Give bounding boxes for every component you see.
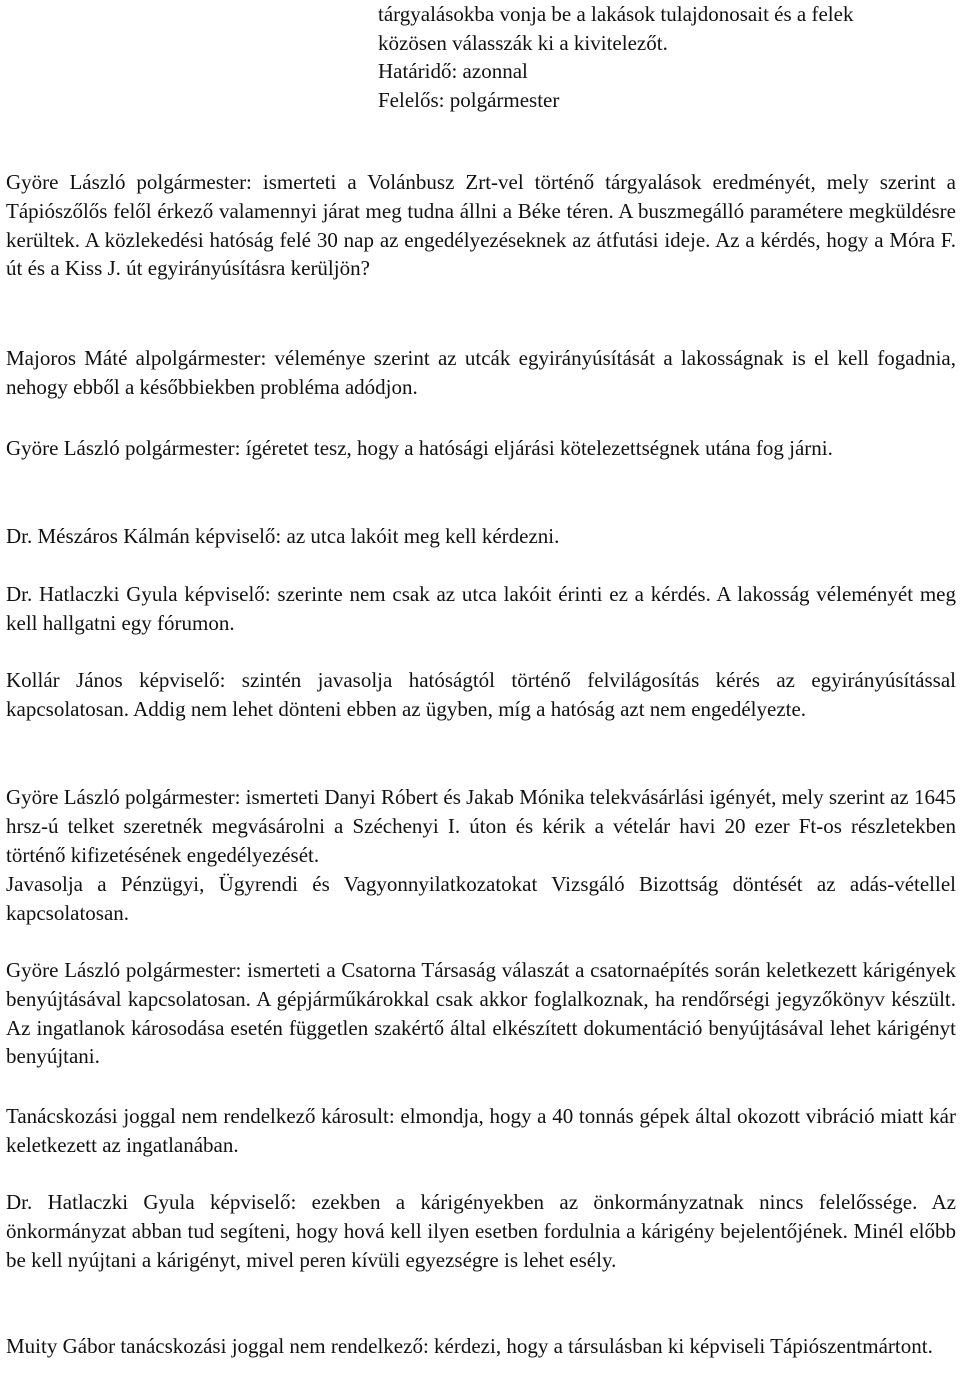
paragraph-deputy-mayor: Majoros Máté alpolgármester: véleménye szerint az utcák egyirányúsítását a lakosságnak is el kell fogadnia, nehogy ebből a későbbiekben probléma adódjon. — [6, 346, 956, 399]
paragraph-hatlaczki-forum: Dr. Hatlaczki Gyula képviselő: szerinte nem csak az utca lakóit érinti ez a kérdés. A lakosság véleményét meg kell hallgatni egy fórumon. — [6, 582, 956, 635]
paragraph-muity: Muity Gábor tanácskozási joggal nem rendelkező: kérdezi, hogy a társulásban ki képviseli Tápiószentmártont. — [6, 1334, 933, 1358]
paragraph-mayor-sewer-company: Györe László polgármester: ismerteti a Csatorna Társaság válaszát a csatornaépítés során keletkezett kárigények benyújtásával kapcsolatosan. A gépjárműkárokkal csak akkor foglalkoznak, ha rendőrségi jegyzőkönyv készült. Az ingatlanok károsodása esetén független szakértő által elkészített dokumentáció benyújtásával lehet kárigényt benyújtani. — [6, 958, 956, 1069]
paragraph-injured-party: Tanácskozási joggal nem rendelkező károsult: elmondja, hogy a 40 tonnás gépek által okozott vibráció miatt kár keletkezett az ingatlanában. — [6, 1104, 956, 1157]
paragraph-mayor-promise: Györe László polgármester: ígéretet tesz, hogy a hatósági eljárási kötelezettségnek utána fog járni. — [6, 436, 833, 460]
paragraph-kollar: Kollár János képviselő: szintén javasolja hatóságtól történő felvilágosítás kérés az egyirányúsítással kapcsolatosan. Addig nem lehet dönteni ebben az ügyben, míg a hatóság azt nem engedélyezte. — [6, 668, 956, 721]
paragraph-meszaros: Dr. Mészáros Kálmán képviselő: az utca lakóit meg kell kérdezni. — [6, 524, 560, 548]
paragraph-hatlaczki-claims: Dr. Hatlaczki Gyula képviselő: ezekben a kárigényekben az önkormányzatnak nincs felelőssége. Az önkormányzat abban tud segíteni, hogy hová kell ilyen esetben fordulnia a kárigény bejelentőjének. Minél előbb be kell nyújtani a kárigényt, mivel peren kívüli egyezségre is lehet esély. — [6, 1190, 956, 1272]
resolution-text-line-2: közösen válasszák ki a kivitelezőt. — [378, 30, 668, 55]
deadline-line: Határidő: azonnal — [378, 59, 528, 83]
responsible-line: Felelős: polgármester — [378, 87, 560, 112]
resolution-block — [378, 0, 953, 114]
paragraph-mayor-volanbusz: Györe László polgármester: ismerteti a Volánbusz Zrt-vel történő tárgyalások eredményét, mely szerint a Tápiószőlős felől érkező valamennyi járat meg tudna állni a Béke téren. A buszmegálló paramétere megküldésre kerültek. A közlekedési hatóság felé 30 nap az engedélyezéseknek az átfutási ideje. Az a kérdés, hogy a Móra F. út és a Kiss J. út egyirányúsításra kerüljön? — [6, 170, 956, 281]
resolution-text-line-1: tárgyalásokba vonja be a lakások tulajdonosait és a felek — [378, 2, 854, 26]
paragraph-committee-proposal: Javasolja a Pénzügyi, Ügyrendi és Vagyonnyilatkozatokat Vizsgáló Bizottság döntését az adás-vétellel kapcsolatosan. — [6, 872, 956, 925]
paragraph-mayor-land-purchase: Györe László polgármester: ismerteti Danyi Róbert és Jakab Mónika telekvásárlási igényét, mely szerint az 1645 hrsz-ú telket szeretnék megvásárolni a Széchenyi I. úton és kérik a vételár havi 20 ezer Ft-os részletekben történő kifizetésének engedélyezését. — [6, 785, 956, 867]
